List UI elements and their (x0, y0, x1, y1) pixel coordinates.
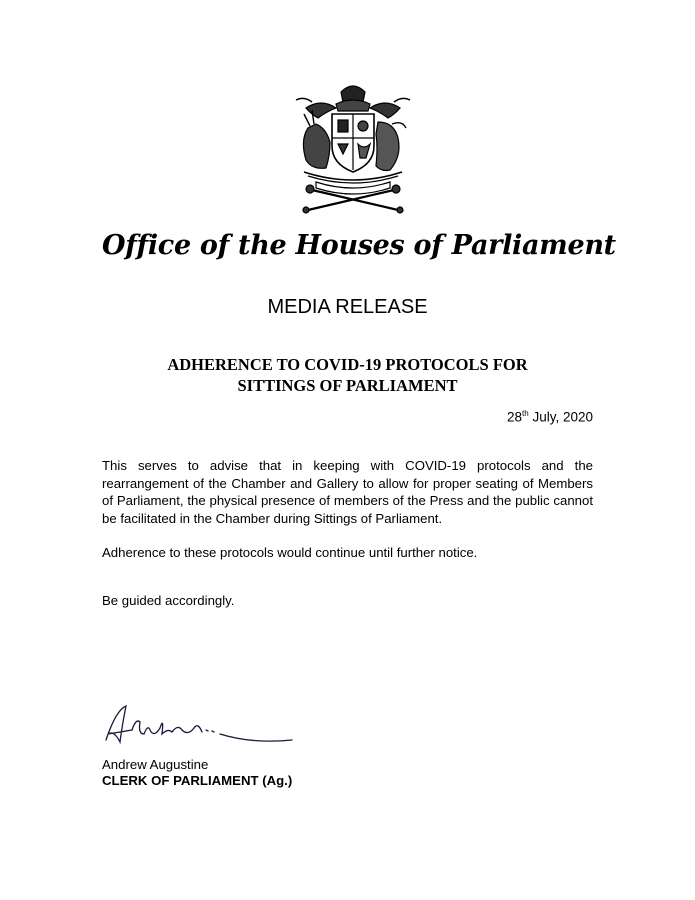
date-suffix: th (522, 409, 529, 418)
body-paragraph-3: Be guided accordingly. (102, 593, 235, 608)
release-headline (100, 354, 595, 396)
date-rest: July, 2020 (528, 409, 593, 425)
body-paragraph-2: Adherence to these protocols would continue until further notice. (102, 545, 478, 560)
signatory-title: CLERK OF PARLIAMENT (Ag.) (102, 773, 293, 788)
signatory-name: Andrew Augustine (102, 757, 209, 772)
office-title: Office of the Houses of Parliament (102, 230, 616, 261)
release-date (507, 409, 593, 425)
body-paragraph-1: This serves to advise that in keeping with COVID-19 protocols and the rearrangement of the Chamber and Gallery to allow for proper seating of Members of Parliament, the physical presence of members of the Press and the public cannot be facilitated in the Chamber during Sittings of Parliament. (102, 458, 593, 526)
headline-line-1: ADHERENCE TO COVID-19 PROTOCOLS FOR (167, 355, 528, 374)
headline-line-2: SITTINGS OF PARLIAMENT (237, 376, 458, 395)
date-day: 28 (507, 409, 523, 425)
release-type-heading: MEDIA RELEASE (267, 296, 428, 318)
handwritten-signature (102, 700, 302, 755)
coat-of-arms-icon (286, 78, 420, 214)
